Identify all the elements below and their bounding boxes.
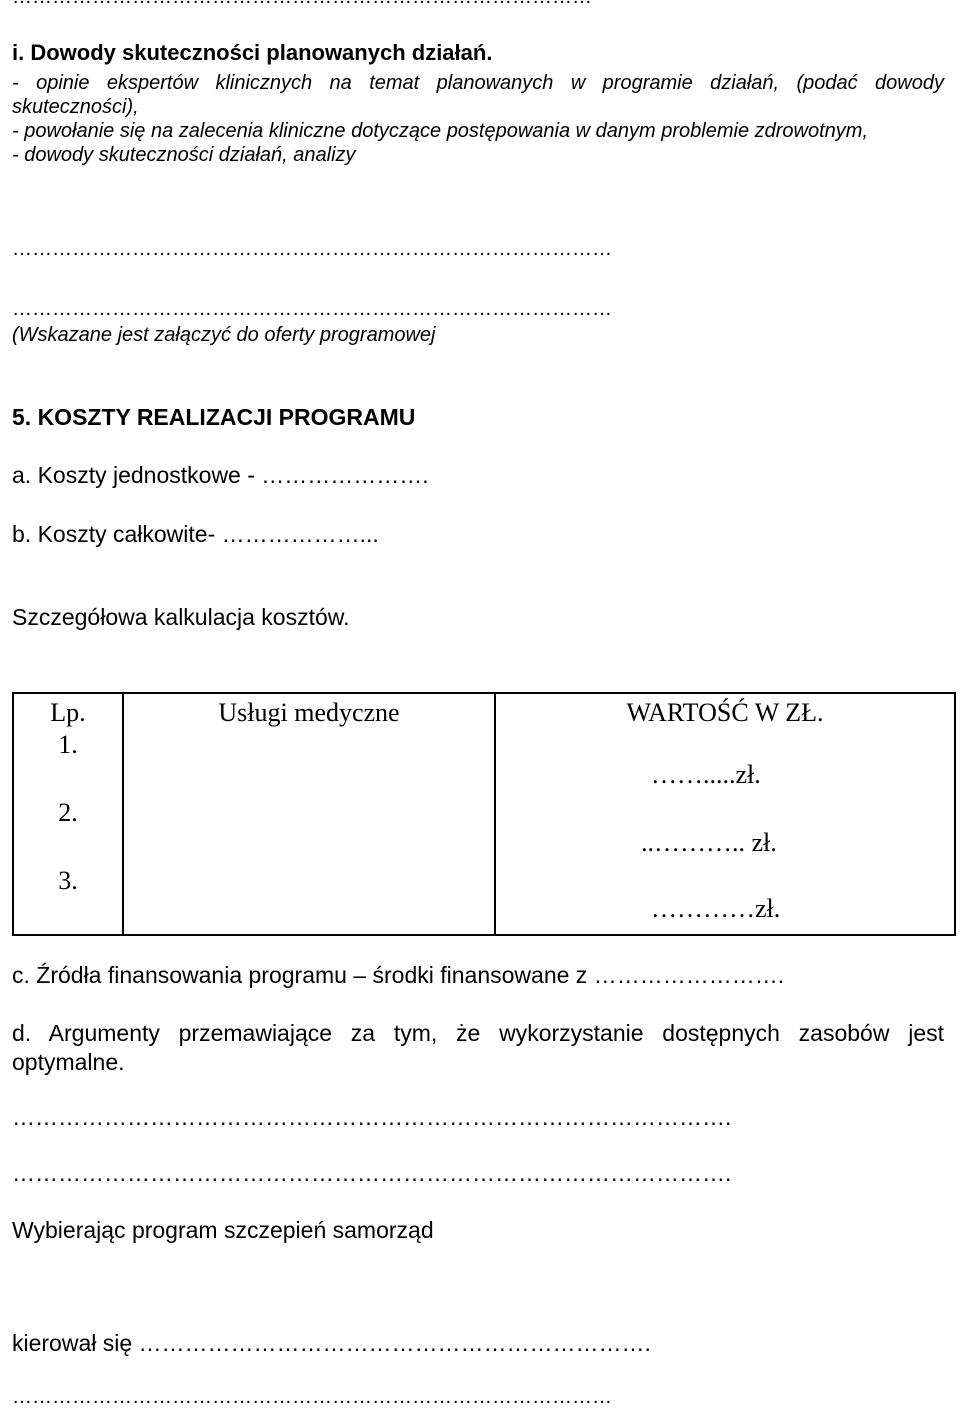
section-d-line-1: d. Argumenty przemawiające za tym, że wykorzystanie dostępnych zasobów jest [12,1020,944,1046]
section-5-title: 5. KOSZTY REALIZACJI PROGRAMU [12,404,416,430]
table-row-value-2: ..……….. zł. [641,828,777,857]
section-i-note: (Wskazane jest załączyć do oferty programowej [12,324,436,346]
section-i-line-4: - dowody skuteczności działań, analizy [12,144,356,166]
guided-by-line: kierował się …………………………………………………………. [12,1330,651,1356]
top-dots-line [12,0,592,9]
table-row-value-1: …….....zł. [651,760,761,789]
table-header-row [13,693,955,730]
section-i-dots-2: ……………………………………………………………………………… [12,298,612,320]
footer-dots: ……………………………………………………………………………… [12,1386,612,1408]
table-row-value-3: …………zł. [651,894,781,923]
value-column [495,730,955,935]
detailed-calc-title: Szczegółowa kalkulacja kosztów. [12,604,350,630]
header-lp [13,693,123,730]
header-lp-label: Lp. [50,698,86,727]
total-costs-line: b. Koszty całkowite- ………………... [12,521,379,547]
section-i-line-2: skuteczności), [12,96,139,118]
service-column [123,730,495,935]
section-i-line-1: - opinie ekspertów klinicznych na temat planowanych w programie działań, (podać dowody [12,72,944,94]
section-i-title: i. Dowody skuteczności planowanych działań. [12,40,493,65]
section-i-line-3: - powołanie się na zalecenia kliniczne dotyczące postępowania w danym problemie zdrowotnym, [12,120,869,142]
table-row-lp-3: 3. [58,866,78,895]
table-body-row [13,730,955,935]
section-i-dots-1: ……………………………………………………………………………… [12,238,612,260]
cost-table [12,692,956,936]
header-value-label: WARTOŚĆ W ZŁ. [626,698,824,727]
section-d-line-2: optymalne. [12,1049,125,1075]
section-d-dots-1: …………………………………………………………………………………. [12,1104,732,1130]
section-d-dots-2: …………………………………………………………………………………. [12,1160,732,1186]
unit-costs-line: a. Koszty jednostkowe - …………………. [12,462,429,488]
lp-column [13,730,123,935]
table-row-lp-1: 1. [58,730,78,759]
header-service-label: Usługi medyczne [218,698,400,727]
header-value [495,693,955,730]
financing-sources-line: c. Źródła finansowania programu – środki finansowane z ……………………. [12,962,785,988]
header-service [123,693,495,730]
vaccination-program-line: Wybierając program szczepień samorząd [12,1217,434,1243]
table-row-lp-2: 2. [58,798,78,827]
